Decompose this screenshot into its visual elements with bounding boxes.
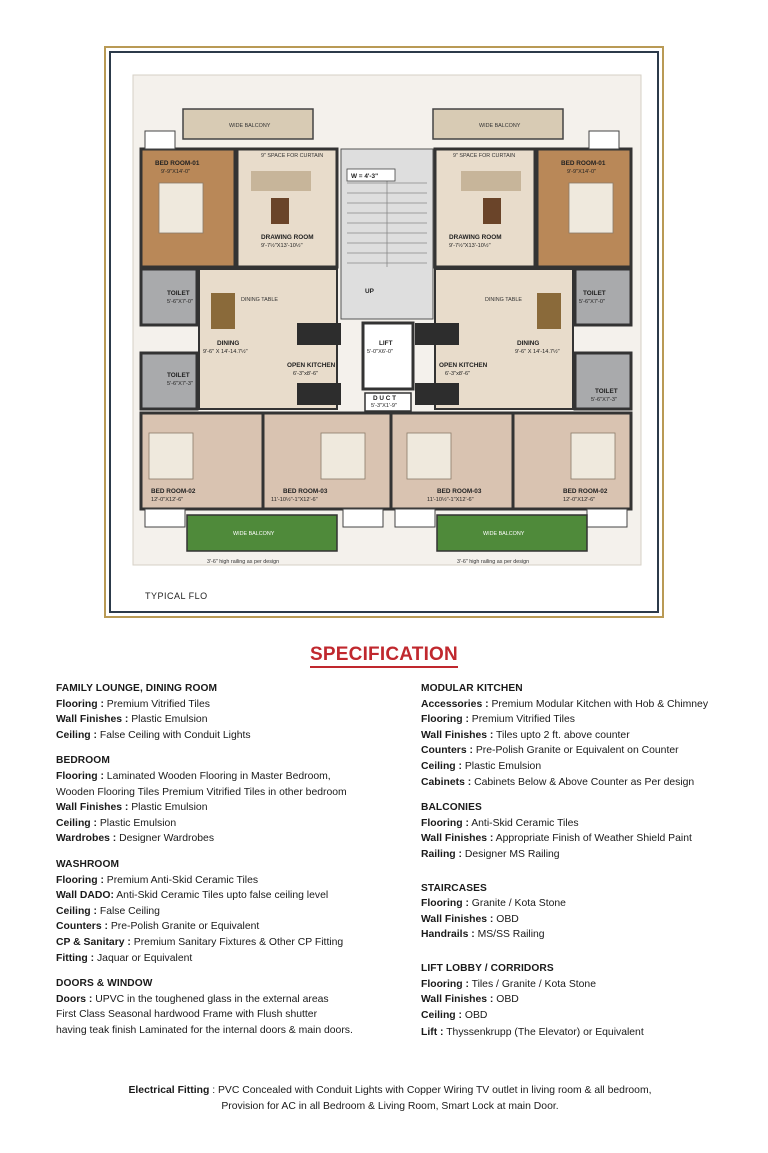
section-heading: BEDROOM [56, 755, 110, 767]
spec-row: Ceiling : False Ceiling with Conduit Lights [56, 729, 251, 741]
section-heading: DOORS & WINDOW [56, 978, 153, 990]
spec-row: Flooring : Laminated Wooden Flooring in Master Bedroom, [56, 770, 331, 782]
spec-section-family-lounge [56, 681, 406, 743]
floor-plan [109, 51, 659, 613]
spec-column-right [421, 681, 741, 1051]
specification-title: SPECIFICATION [0, 644, 768, 666]
spec-row: Ceiling : Plastic Emulsion [421, 760, 542, 772]
spec-section-washroom [56, 857, 406, 966]
left-kitchen-dim: 6'-3"x8'-6" [293, 371, 319, 377]
section-heading: FAMILY LOUNGE, DINING ROOM [56, 683, 218, 694]
spec-section-balconies [421, 800, 741, 862]
railing-note-right: 3'-6" high railing as per design [457, 559, 530, 565]
spec-row: Flooring : Premium Vitrified Tiles [56, 698, 210, 710]
spec-row: Lift : Thyssenkrupp (The Elevator) or Equivalent [421, 1027, 644, 1039]
spec-row: Wall Finishes : OBD [421, 913, 519, 925]
spec-row: Wall Finishes : OBD [421, 994, 519, 1006]
left-dining-dim: 9'-6" X 14'-14.7½" [203, 349, 248, 355]
spec-row: Wall Finishes : Appropriate Finish of Weather Shield Paint [421, 833, 692, 845]
spec-row: Ceiling : Plastic Emulsion [56, 817, 177, 829]
spec-row: Flooring : Premium Anti-Skid Ceramic Tiles [56, 874, 259, 886]
spec-section-staircases [421, 881, 741, 943]
spec-row: Wardrobes : Designer Wardrobes [56, 833, 215, 845]
electrical-line-1: Electrical Fitting : PVC Concealed with Conduit Lights with Copper Wiring TV outlet in living room & all bedroom, [128, 1085, 652, 1096]
right-dining-dim: 9'-6" X 14'-14.7½" [515, 349, 560, 355]
left-dining-name: DINING [217, 340, 240, 347]
spec-row: Flooring : Premium Vitrified Tiles [421, 714, 575, 726]
plan-caption: TYPICAL FLO [145, 591, 208, 601]
spec-row: Counters : Pre-Polish Granite or Equivalent on Counter [421, 745, 679, 757]
right-kitchen-dim: 6'-3"x8'-6" [445, 371, 471, 377]
left-bedroom2-dim: 12'-0"X12'-6" [151, 497, 184, 503]
spec-row: Counters : Pre-Polish Granite or Equivalent [56, 921, 260, 933]
left-toilet2-dim: 5'-6"X7'-3" [167, 381, 194, 387]
left-bedroom3-name: BED ROOM-03 [283, 488, 328, 495]
right-bedroom3-name: BED ROOM-03 [437, 488, 482, 495]
balcony-label-bottom-left: WIDE BALCONY [233, 531, 275, 537]
spec-row: Fitting : Jaquar or Equivalent [56, 952, 193, 964]
left-toilet2-name: TOILET [167, 372, 190, 379]
spec-row: Flooring : Tiles / Granite / Kota Stone [421, 978, 596, 990]
spec-row: Ceiling : False Ceiling [56, 905, 160, 917]
spec-row: Railing : Designer MS Railing [421, 848, 560, 860]
left-drawing-dim: 9'-7½"X13'-10½" [261, 243, 303, 249]
balcony-label-bottom-right: WIDE BALCONY [483, 531, 525, 537]
floor-plan-drawing [111, 53, 659, 613]
left-bedroom3-dim: 11'-10½"-1"X12'-6" [271, 497, 318, 503]
spec-row: Doors : UPVC in the toughened glass in the external areas [56, 993, 329, 1005]
stair-width: W = 4'-3" [351, 173, 379, 180]
spec-column-left [56, 681, 406, 1048]
duct-dim: 5'-3"X1'-9" [371, 403, 398, 409]
left-toilet1-dim: 5'-6"X7'-0" [167, 299, 194, 305]
left-drawing-name: DRAWING ROOM [261, 234, 314, 241]
left-bedroom2-name: BED ROOM-02 [151, 488, 196, 495]
spec-row: CP & Sanitary : Premium Sanitary Fixtures & Other CP Fitting [56, 936, 344, 948]
spec-row: Handrails : MS/SS Railing [421, 929, 545, 941]
section-heading: STAIRCASES [421, 882, 487, 894]
stair-up: UP [365, 288, 374, 295]
right-bedroom1-dim: 9'-9"X14'-0" [567, 169, 597, 175]
left-bedroom1-dim: 9'-9"X14'-0" [161, 169, 191, 175]
section-heading: MODULAR KITCHEN [421, 683, 523, 694]
left-bedroom1-name: BED ROOM-01 [155, 160, 200, 167]
right-drawing-name: DRAWING ROOM [449, 234, 502, 241]
spec-row: Ceiling : OBD [421, 1009, 488, 1021]
electrical-fitting-note [60, 1083, 720, 1114]
spec-row: Flooring : Anti-Skid Ceramic Tiles [421, 817, 579, 829]
section-heading: LIFT LOBBY / CORRIDORS [421, 962, 554, 974]
left-dining-table: DINING TABLE [241, 297, 278, 303]
spec-row: having teak finish Laminated for the internal doors & main doors. [56, 1024, 353, 1036]
electrical-line-2: Provision for AC in all Bedroom & Living Room, Smart Lock at main Door. [221, 1100, 559, 1112]
right-dining-name: DINING [517, 340, 540, 347]
left-kitchen-name: OPEN KITCHEN [287, 362, 336, 369]
balcony-label-top-left: WIDE BALCONY [229, 123, 271, 129]
right-kitchen-name: OPEN KITCHEN [439, 362, 488, 369]
spec-row: Wall Finishes : Plastic Emulsion [56, 714, 208, 726]
spec-row: First Class Seasonal hardwood Frame with Flush shutter [56, 1009, 318, 1021]
railing-note-left: 3'-6" high railing as per design [207, 559, 280, 565]
section-heading: WASHROOM [56, 858, 120, 870]
spec-row: Accessories : Premium Modular Kitchen with Hob & Chimney [421, 698, 709, 710]
right-toilet2-name: TOILET [595, 388, 618, 395]
balcony-label-top-right: WIDE BALCONY [479, 123, 521, 129]
spec-row: Flooring : Granite / Kota Stone [421, 898, 566, 910]
right-dining-table: DINING TABLE [485, 297, 522, 303]
right-bedroom3-dim: 11'-10½"-1"X12'-6" [427, 497, 474, 503]
spec-row: Wall Finishes : Tiles upto 2 ft. above counter [421, 729, 630, 741]
section-heading: BALCONIES [421, 802, 482, 814]
lift-name: LIFT [379, 340, 393, 347]
right-toilet2-dim: 5'-6"X7'-3" [591, 397, 618, 403]
spec-section-bedroom [56, 753, 406, 847]
spec-section-doors-window [56, 976, 406, 1038]
floor-plan-frame [104, 46, 664, 618]
spec-row: Wooden Flooring Tiles Premium Vitrified Tiles in other bedroom [56, 786, 347, 798]
right-drawing-dim: 9'-7½"X13'-10½" [449, 243, 491, 249]
right-bedroom2-dim: 12'-0"X12'-6" [563, 497, 596, 503]
curtain-note-right: 9" SPACE FOR CURTAIN [453, 153, 516, 159]
spec-section-modular-kitchen [421, 681, 741, 790]
right-toilet1-dim: 5'-6"X7'-0" [579, 299, 606, 305]
spec-row: Cabinets : Cabinets Below & Above Counter as Per design [421, 776, 695, 788]
left-toilet1-name: TOILET [167, 290, 190, 297]
right-toilet1-name: TOILET [583, 290, 606, 297]
duct-name: D U C T [373, 395, 397, 402]
spec-row: Wall Finishes : Plastic Emulsion [56, 802, 208, 814]
right-bedroom1-name: BED ROOM-01 [561, 160, 606, 167]
right-bedroom2-name: BED ROOM-02 [563, 488, 608, 495]
lift-dim: 5'-0"X6'-0" [367, 349, 394, 355]
curtain-note-left: 9" SPACE FOR CURTAIN [261, 153, 324, 159]
spec-section-lift-lobby [421, 961, 741, 1041]
spec-row: Wall DADO: Anti-Skid Ceramic Tiles upto false ceiling level [56, 890, 329, 902]
